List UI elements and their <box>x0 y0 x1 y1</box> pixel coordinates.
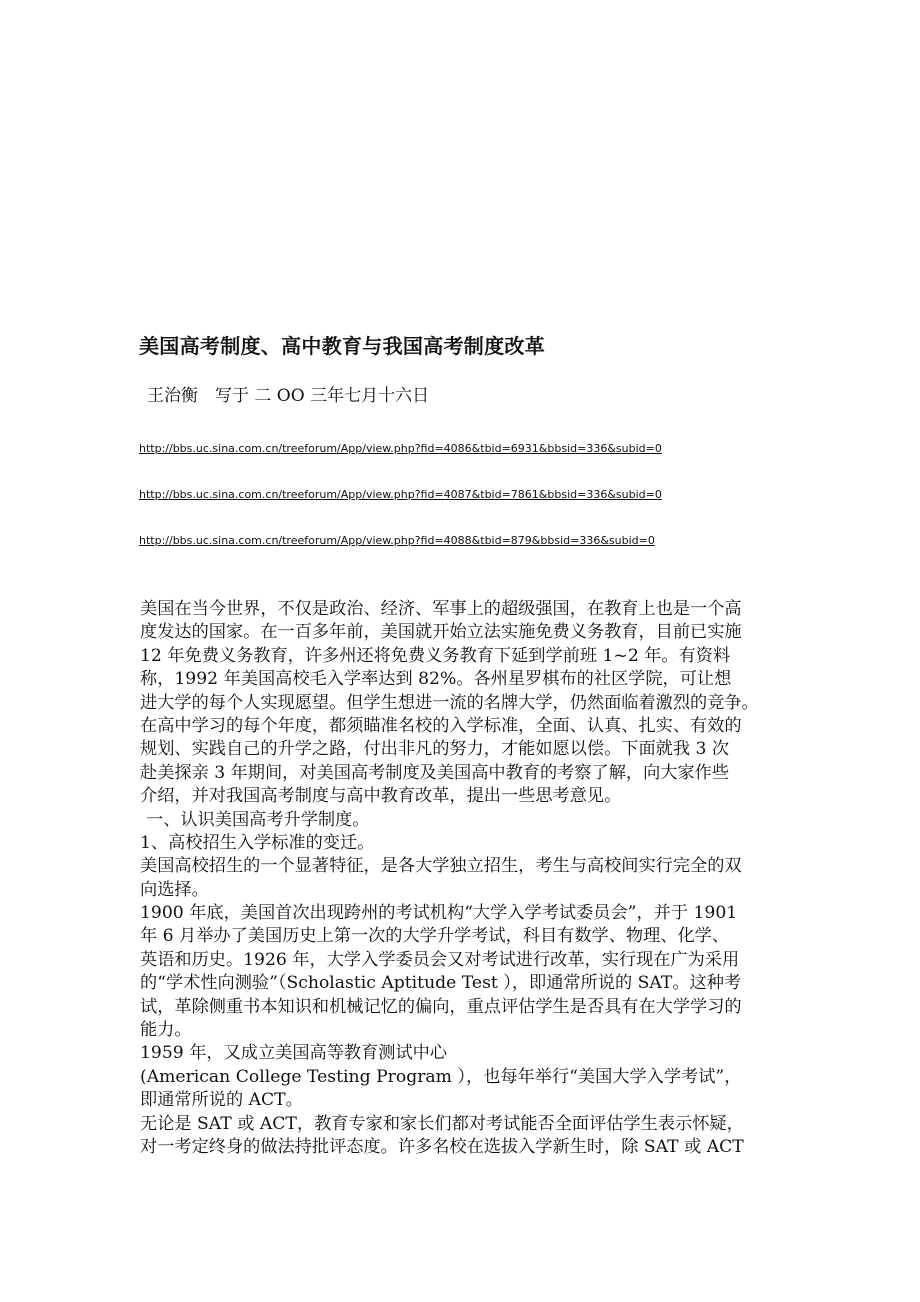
body-line: 向选择。 <box>140 879 209 900</box>
body-line: 能力。 <box>140 1020 192 1041</box>
body-line: 美国在当今世界，不仅是政治、经济、军事上的超级强国，在教育上也是一个高 <box>140 599 742 619</box>
section-heading: 一、认识美国高考升学制度。 <box>146 809 370 830</box>
body-line: 1959 年，又成立美国高等教育测试中心 <box>140 1043 448 1064</box>
body-line: 的“学术性向测验”（Scholastic Aptitude Test ），即通常所说的 SAT。这种考 <box>140 973 742 994</box>
body-line: 1900 年底，美国首次出现跨州的考试机构“大学入学考试委员会”，并于 1901 <box>140 903 738 924</box>
body-line: 在高中学习的每个年度，都须瞄准名校的入学标准，全面、认真、扎实、有效的 <box>140 715 742 736</box>
body-line: 介绍，并对我国高考制度与高中教育改革，提出一些思考意见。 <box>140 786 622 807</box>
body-line: 赴美探亲 3 年期间，对美国高考制度及美国高中教育的考察了解，向大家作些 <box>140 762 730 783</box>
body-line: 12 年免费义务教育，许多州还将免费义务教育下延到学前班 1~2 年。有资料 <box>140 645 731 666</box>
body-line: 年 6 月举办了美国历史上第一次的大学升学考试，科目有数学、物理、化学、 <box>140 926 730 947</box>
source-link-3[interactable]: http://bbs.uc.sina.com.cn/treeforum/App/view.php?fid=4088&tbid=879&bbsid=336&subid=0 <box>139 534 655 547</box>
body-line: 称，1992 年美国高校毛入学率达到 82%。各州星罗棋布的社区学院，可让想 <box>140 669 732 690</box>
body-line: 美国高校招生的一个显著特征，是各大学独立招生，考生与高校间实行完全的双 <box>140 856 742 877</box>
subsection-heading: 1、高校招生入学标准的变迁。 <box>140 832 375 853</box>
body-line: 对一考定终身的做法持批评态度。许多名校在选拔入学新生时，除 SAT 或 ACT <box>140 1136 744 1157</box>
body-line: (American College Testing Program ），也每年举行“美国大学入学考试”， <box>140 1066 742 1087</box>
body-line: 规划、实践自己的升学之路，付出非凡的努力，才能如愿以偿。下面就我 3 次 <box>140 739 730 760</box>
source-link-1[interactable]: http://bbs.uc.sina.com.cn/treeforum/App/view.php?fid=4086&tbid=6931&bbsid=336&subid=0 <box>139 442 662 455</box>
body-line: 试，革除侧重书本知识和机械记忆的偏向，重点评估学生是否具有在大学学习的 <box>140 996 742 1017</box>
source-link-2[interactable]: http://bbs.uc.sina.com.cn/treeforum/App/view.php?fid=4087&tbid=7861&bbsid=336&subid=0 <box>139 488 662 501</box>
document-title: 美国高考制度、高中教育与我国高考制度改革 <box>139 334 545 358</box>
body-line: 进大学的每个人实现愿望。但学生想进一流的名牌大学，仍然面临着激烈的竞争。 <box>140 692 759 713</box>
article-body <box>140 598 783 1159</box>
body-line: 英语和历史。1926 年，大学入学委员会又对考试进行改革，实行现在广为采用 <box>140 949 740 970</box>
body-line: 无论是 SAT 或 ACT，教育专家和家长们都对考试能否全面评估学生表示怀疑， <box>140 1113 744 1134</box>
body-line: 即通常所说的 ACT。 <box>140 1090 303 1111</box>
body-line: 度发达的国家。在一百多年前，美国就开始立法实施免费义务教育，目前已实施 <box>140 622 742 643</box>
author-byline: 王治衡 写于 二 OO 三年七月十六日 <box>147 386 430 406</box>
